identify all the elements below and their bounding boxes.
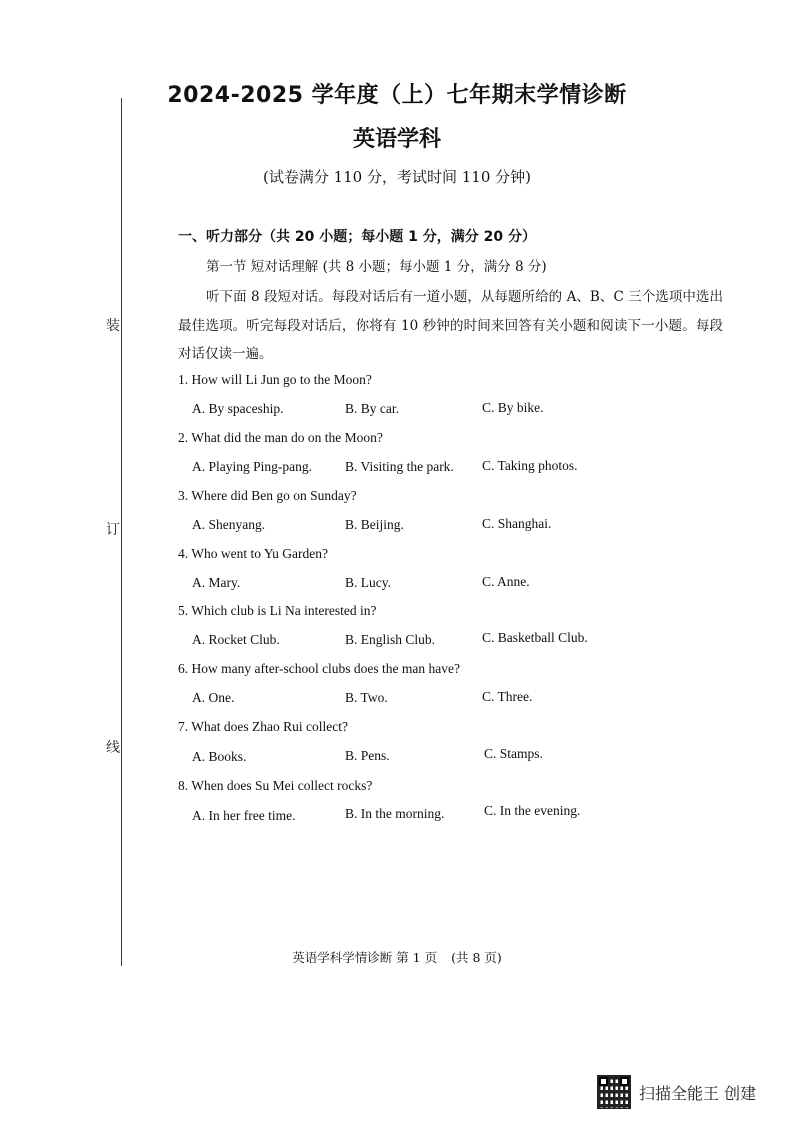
option-b: B. In the morning. (345, 806, 445, 821)
question-text: 8. When does Su Mei collect rocks? (178, 778, 373, 793)
option-b: B. By car. (345, 401, 399, 416)
footer-page-label: 英语学科学情诊断 第 1 页 (292, 950, 438, 965)
option-c: C. Basketball Club. (482, 630, 588, 645)
option-a: A. In her free time. (192, 808, 296, 823)
option-b: B. Lucy. (345, 575, 391, 590)
option-c: C. By bike. (482, 400, 544, 415)
exam-subject: 英语学科 (352, 127, 441, 152)
option-a: A. By spaceship. (192, 401, 284, 416)
question-text: 5. Which club is Li Na interested in? (178, 603, 377, 618)
exam-title: 2024-2025 学年度（上）七年期末学情诊断 (167, 83, 627, 108)
option-c: C. Three. (482, 689, 533, 704)
option-a: A. One. (192, 690, 235, 705)
question-text: 7. What does Zhao Rui collect? (178, 719, 348, 734)
option-a: A. Playing Ping-pang. (192, 459, 312, 474)
option-c: C. Taking photos. (482, 458, 578, 473)
option-c: C. Stamps. (484, 746, 543, 761)
binding-char-xian: 线 (106, 740, 120, 756)
option-b: B. Visiting the park. (345, 459, 454, 474)
scanner-watermark (597, 1075, 756, 1109)
question-text: 3. Where did Ben go on Sunday? (178, 488, 357, 503)
option-a: A. Shenyang. (192, 517, 266, 532)
option-c: C. In the evening. (484, 803, 581, 818)
binding-char-zhuang: 装 (106, 318, 120, 334)
footer-total-pages: (共 8 页) (451, 950, 502, 965)
option-a: A. Books. (192, 749, 247, 764)
option-b: B. Beijing. (345, 517, 404, 532)
part-heading: 第一节 短对话理解 (共 8 小题；每小题 1 分，满分 8 分) (206, 259, 547, 275)
watermark-text: 扫描全能王 创建 (639, 1083, 757, 1103)
question-text: 2. What did the man do on the Moon? (178, 430, 383, 445)
option-c: C. Anne. (482, 574, 530, 589)
qr-code-icon (597, 1075, 631, 1109)
section-heading: 一、听力部分（共 20 小题；每小题 1 分，满分 20 分） (178, 229, 536, 245)
option-a: A. Rocket Club. (192, 632, 280, 647)
binding-char-ding: 订 (106, 522, 120, 538)
question-text: 1. How will Li Jun go to the Moon? (178, 372, 372, 387)
option-b: B. English Club. (345, 632, 436, 647)
question-text: 6. How many after-school clubs does the man have? (178, 661, 461, 676)
page-footer (0, 948, 794, 966)
exam-note: (试卷满分 110 分，考试时间 110 分钟) (262, 168, 532, 186)
option-b: B. Two. (345, 690, 388, 705)
question-text: 4. Who went to Yu Garden? (178, 546, 328, 561)
option-b: B. Pens. (345, 748, 390, 763)
listening-instructions: 听下面 8 段短对话。每段对话后有一道小题，从每题所给的 A、B、C 三个选项中选出最佳选项。听完每段对话后，你将有 10 秒钟的时间来回答有关小题和阅读下一小题。每段对话仅读一遍。 (178, 289, 723, 362)
option-c: C. Shanghai. (482, 516, 552, 531)
option-a: A. Mary. (192, 575, 241, 590)
binding-line (121, 98, 122, 966)
